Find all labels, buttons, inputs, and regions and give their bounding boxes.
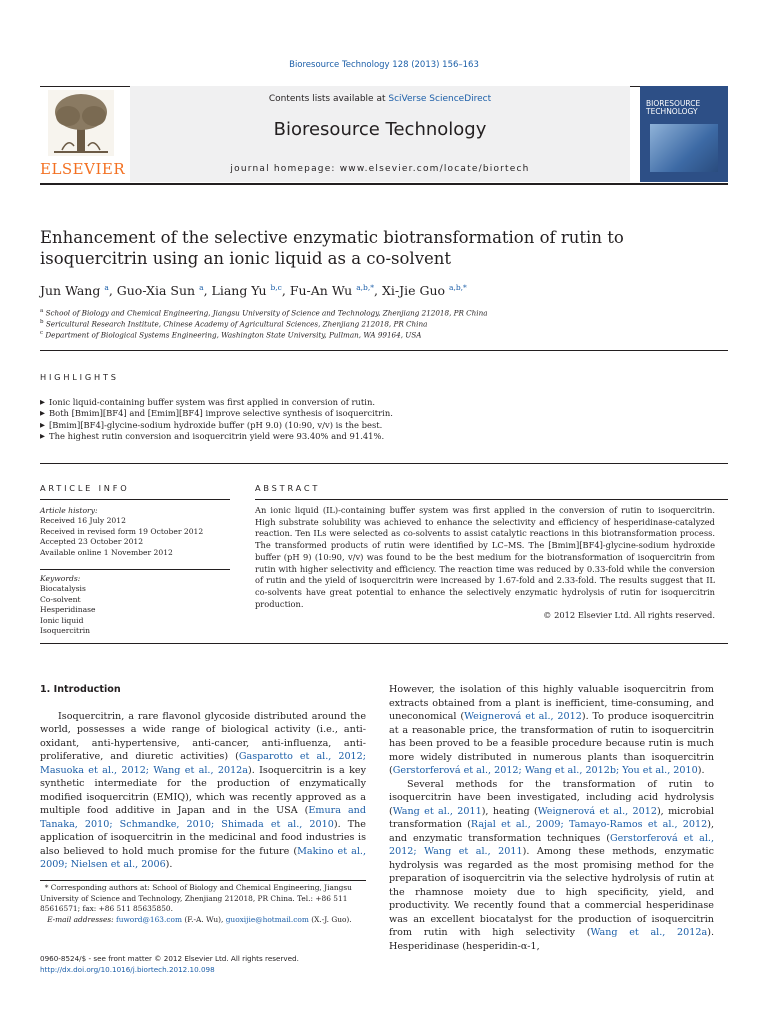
highlight-item: ▶ The highest rutin conversion and isoquercitrin yield were 93.40% and 91.41%. bbox=[40, 431, 720, 442]
paragraph: Isoquercitrin, a rare flavonol glycoside distributed around the world, possesses a wide range of biological activity (i.e., anti-oxidant, anti-hypertensive, anti-cancer, anti-influenza, anti-proliferative, and diuretic activities) (Gasparotto et al., 2012; Masuoka et al., 2012; Wang et al., 2012a). Isoquercitrin is a key synthetic intermediate for the production of enzymatically modified isoquercitrin (EMIQ), which was recently approved as a multiple food additive in Japan and in the USA (Emura and Tanaka, 2010; Schmandke, 2010; Shimada et al., 2010). The application of isoquercitrin in the medicinal and food industries is also believed to hold much promise for the future (Makino et al., 2009; Nielsen et al., 2006). bbox=[40, 710, 366, 870]
highlights-list bbox=[40, 397, 720, 443]
journal-header bbox=[40, 86, 728, 184]
author-list: Jun Wang $^a$, Guo-Xia Sun $^a$, Liang Yu $^{b,c}$, Fu-An Wu $^{a,b,*}$, Xi-Jie Guo $^{a,b,*}$ bbox=[40, 283, 467, 299]
keyword: Co-solvent bbox=[40, 594, 81, 604]
abstract-label: ABSTRACT bbox=[255, 483, 321, 493]
author-name[interactable]: Jun Wang $^a$ bbox=[40, 283, 109, 299]
abstract-text: An ionic liquid (IL)-containing buffer system was first applied in the conversion of rutin to isoquercitrin. High substrate solubility was achieved to enhance the selectivity and efficiency of hesperidinase-catalyzed reaction. Ten ILs were selected as co-solvents to assist catalytic reactions in this biotransformation process. The transformed products of rutin were identified by LC–MS. The [Bmim][BF4]-glycine-sodium hydroxide buffer (pH 9) (10:90, v/v) was found to be the best medium for the biotransformation of isoquercitrin from rutin with higher selectivity and efficiency. The reaction time was reduced by 0.33-fold while the conversion of rutin and the yield of isoquercitrin were increased by 1.67-fold and 2.33-fold. The results suggest that IL co-solvents have great potential to enhance the selectively enzymatic hydrolysis of rutin for isoquercitrin production. bbox=[255, 505, 715, 609]
doi-link[interactable]: http://dx.doi.org/10.1016/j.biortech.2012.10.098 bbox=[40, 964, 215, 974]
divider bbox=[40, 350, 728, 351]
citation-link[interactable]: Gerstorferová et al., 2012; Wang et al., 2011 bbox=[389, 832, 714, 857]
author-name[interactable]: Guo-Xia Sun $^a$ bbox=[116, 283, 204, 299]
divider bbox=[40, 499, 230, 500]
divider bbox=[40, 643, 728, 644]
journal-title: Bioresource Technology bbox=[273, 119, 487, 140]
cover-image bbox=[650, 124, 718, 172]
header-center-panel bbox=[130, 86, 630, 182]
author-affiliation-marker[interactable]: a bbox=[104, 283, 109, 292]
article-meta bbox=[40, 954, 440, 975]
author-affiliation-marker[interactable]: a,b,* bbox=[449, 283, 467, 292]
footnote-rule bbox=[40, 880, 366, 881]
author-name[interactable]: Xi-Jie Guo $^{a,b,*}$ bbox=[381, 283, 467, 299]
citation-link[interactable]: Weignerová et al., 2012 bbox=[464, 711, 582, 722]
publisher-name: ELSEVIER bbox=[40, 160, 126, 178]
highlights-label: HIGHLIGHTS bbox=[40, 372, 119, 382]
citation-link[interactable]: Gerstorferová et al., 2012; Wang et al., 2012b; You et al., 2010 bbox=[392, 765, 698, 776]
citation-link[interactable]: Rajal et al., 2009; Tamayo-Ramos et al., 2012 bbox=[470, 819, 708, 830]
history-item: Accepted 23 October 2012 bbox=[40, 537, 144, 547]
keywords-heading: Keywords: bbox=[40, 574, 81, 584]
author-name[interactable]: Fu-An Wu $^{a,b,*}$ bbox=[289, 283, 374, 299]
paragraph: Several methods for the transformation of rutin to isoquercitrin have been investigated, including acid hydrolysis (Wang et al., 2011), heating (Weignerová et al., 2012), microbial transformation (Rajal et al., 2009; Tamayo-Ramos et al., 2012), and enzymatic transformation techniques (Gerstorferová et al., 2012; Wang et al., 2011). Among these methods, enzymatic hydrolysis was regarded as the most promising method for the preparation of isoquercitrin via the selective hydrolysis of rutin at the rhamnose moiety due to high specificity, yield, and productivity. We recently found that a commercial hesperidinase was an excellent biocatalyst for the production of isoquercitrin from rutin with high selectivity (Wang et al., 2012a). Hesperidinase (hesperidin-α-1, bbox=[389, 778, 714, 952]
author-affiliation-marker[interactable]: a bbox=[199, 283, 204, 292]
issn-line: 0960-8524/$ - see front matter © 2012 Elsevier Ltd. All rights reserved. bbox=[40, 954, 299, 963]
citation-link[interactable]: Weignerová et al., 2012 bbox=[537, 805, 657, 817]
section-heading: 1. Introduction bbox=[40, 684, 121, 695]
journal-homepage[interactable]: journal homepage: www.elsevier.com/locate/biortech bbox=[230, 164, 530, 174]
keyword: Biocatalysis bbox=[40, 584, 86, 594]
article-title: Enhancement of the selective enzymatic biotransformation of rutin to isoquercitrin using an ionic liquid as a co-solvent bbox=[40, 228, 624, 268]
footnotes bbox=[40, 883, 366, 925]
history-item: Available online 1 November 2012 bbox=[40, 547, 173, 557]
header-bottom-rule bbox=[40, 183, 728, 185]
highlight-item: ▶ Both [Bmim][BF4] and [Emim][BF4] improve selective synthesis of isoquercitrin. bbox=[40, 408, 720, 419]
keyword: Isoquercitrin bbox=[40, 626, 91, 636]
journal-reference[interactable]: Bioresource Technology 128 (2013) 156–163 bbox=[289, 60, 479, 70]
article-info bbox=[40, 506, 230, 636]
footnote-emails: E-mail addresses: fuword@163.com (F.-A. Wu), guoxijie@hotmail.com (X.-J. Guo). bbox=[47, 914, 352, 924]
email-link[interactable]: guoxijie@hotmail.com bbox=[225, 914, 309, 924]
divider bbox=[40, 569, 230, 570]
citation-link[interactable]: Wang et al., 2011 bbox=[392, 805, 482, 817]
author-name[interactable]: Liang Yu $^{b,c}$ bbox=[211, 283, 282, 299]
citation-link[interactable]: Gasparotto et al., 2012; Masuoka et al., 2012; Wang et al., 2012a bbox=[40, 751, 366, 776]
affiliation-a: $^a$ School of Biology and Chemical Engineering, Jiangsu University of Science and Technology, Zhenjiang 212018, PR China bbox=[40, 308, 488, 318]
email-link[interactable]: fuword@163.com bbox=[115, 914, 182, 924]
article-info-label: ARTICLE INFO bbox=[40, 483, 130, 493]
history-heading: Article history: bbox=[40, 506, 98, 515]
cover-title: BIORESOURCE TECHNOLOGY bbox=[646, 99, 701, 116]
paragraph: However, the isolation of this highly valuable isoquercitrin from extracts obtained from a plant is inefficient, time-consuming, and uneconomical (Weignerová et al., 2012). To produce isoquercitrin at a reasonable price, the transformation of rutin to isoquercitrin has been proved to be a feasible procedure because rutin is much more widely distributed in numerous plants than isoquercitrin (Gerstorferová et al., 2012; Wang et al., 2012b; You et al., 2010). bbox=[389, 684, 714, 776]
elsevier-logo[interactable] bbox=[40, 90, 126, 182]
contents-prefix: Contents lists available at bbox=[268, 94, 389, 104]
keyword: Hesperidinase bbox=[40, 605, 96, 615]
abstract bbox=[255, 505, 715, 622]
contents-line bbox=[130, 94, 630, 104]
highlight-item: ▶ Ionic liquid-containing buffer system was first applied in conversion of rutin. bbox=[40, 397, 720, 408]
keyword: Ionic liquid bbox=[40, 615, 84, 625]
elsevier-tree-icon bbox=[48, 90, 114, 156]
divider bbox=[255, 499, 728, 500]
citation-link[interactable]: Wang et al., 2012a bbox=[590, 927, 708, 938]
footnote-corresponding: * Corresponding authors at: School of Biology and Chemical Engineering, Jiangsu University of Science and Technology, Zhenjiang 212018, PR China. Tel.: +86 511 85616571; fax: +86 511 85635850. bbox=[40, 883, 352, 914]
history-item: Received 16 July 2012 bbox=[40, 516, 126, 526]
citation-link[interactable]: Makino et al., 2009; Nielsen et al., 2006 bbox=[40, 845, 366, 870]
affiliation-b: $^b$ Sericultural Research Institute, Chinese Academy of Agricultural Sciences, Zhenjiang 212018, PR China bbox=[40, 319, 428, 329]
journal-cover-thumbnail[interactable] bbox=[640, 86, 728, 182]
divider bbox=[40, 463, 728, 464]
author-affiliation-marker[interactable]: a,b,* bbox=[356, 283, 374, 292]
highlight-item: ▶ [Bmim][BF4]-glycine-sodium hydroxide buffer (pH 9.0) (10:90, v/v) is the best. bbox=[40, 420, 720, 431]
history-item: Received in revised form 19 October 2012 bbox=[40, 526, 204, 536]
copyright: © 2012 Elsevier Ltd. All rights reserved. bbox=[543, 610, 715, 621]
body-right-column bbox=[389, 683, 714, 953]
affiliation-c: $^c$ Department of Biological Systems Engineering, Washington State University, Pullman, WA 99164, USA bbox=[40, 330, 422, 340]
citation-link[interactable]: Emura and Tanaka, 2010; Schmandke, 2010; Shimada et al., 2010 bbox=[40, 805, 366, 830]
body-left-column bbox=[40, 683, 366, 872]
author-affiliation-marker[interactable]: b,c bbox=[270, 283, 282, 292]
sciencedirect-link[interactable]: SciVerse ScienceDirect bbox=[388, 94, 492, 104]
